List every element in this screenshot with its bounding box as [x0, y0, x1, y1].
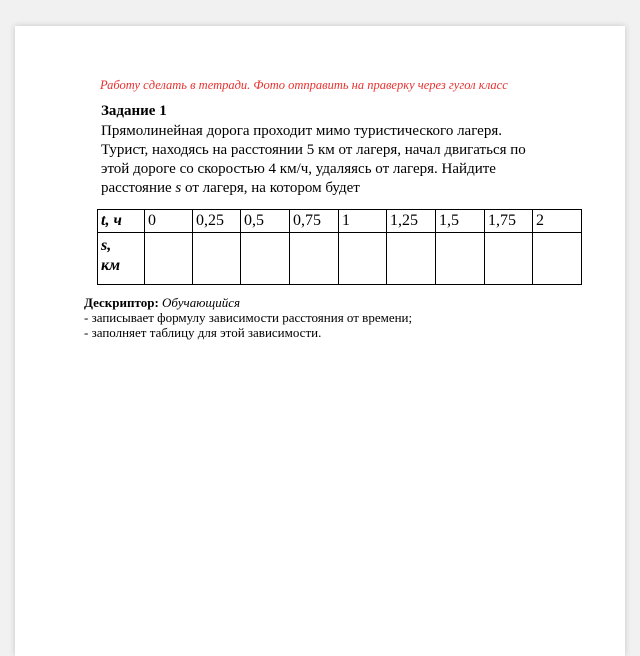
descriptor-heading	[84, 295, 412, 310]
time-value-cell: 0	[145, 210, 193, 233]
time-value-cell: 2	[533, 210, 582, 233]
distance-empty-cell[interactable]	[145, 233, 193, 285]
time-row	[98, 210, 582, 233]
document-page	[15, 26, 625, 656]
distance-empty-cell[interactable]	[533, 233, 582, 285]
distance-empty-cell[interactable]	[290, 233, 339, 285]
distance-empty-cell[interactable]	[339, 233, 387, 285]
distance-variable: s	[175, 180, 182, 196]
task-last-suffix: от лагеря, на котором будет	[181, 180, 360, 196]
distance-row	[98, 233, 582, 285]
time-value-cell: 0,5	[241, 210, 290, 233]
descriptor-label: Дескриптор:	[84, 295, 159, 310]
distance-empty-cell[interactable]	[193, 233, 241, 285]
time-value-cell: 1	[339, 210, 387, 233]
task-text	[101, 122, 581, 198]
task-line: этой дороге со скоростью 4 км/ч, удаляясь от лагеря. Найдите	[101, 161, 496, 177]
time-value-cell: 1,5	[436, 210, 485, 233]
descriptor-item: - записывает формулу зависимости расстояния от времени;	[84, 310, 413, 325]
distance-empty-cell[interactable]	[241, 233, 290, 285]
distance-header-unit: км	[101, 257, 121, 274]
task-line: Прямолинейная дорога проходит мимо туристического лагеря.	[101, 123, 502, 139]
time-value-cell: 1,75	[485, 210, 533, 233]
task-last-prefix: расстояние	[101, 180, 176, 196]
task-line-last	[101, 179, 581, 198]
distance-header-symbol: s,	[101, 237, 112, 254]
task-title: Задание 1	[101, 103, 167, 119]
descriptor-subject: Обучающийся	[162, 295, 241, 310]
distance-header-cell	[98, 233, 145, 285]
distance-empty-cell[interactable]	[436, 233, 485, 285]
time-value-cell: 1,25	[387, 210, 436, 233]
task-line: Турист, находясь на расстоянии 5 км от лагеря, начал двигаться по	[101, 142, 526, 158]
time-distance-table	[97, 209, 582, 285]
descriptor-block	[84, 295, 412, 340]
time-value-cell: 0,75	[290, 210, 339, 233]
distance-empty-cell[interactable]	[387, 233, 436, 285]
distance-empty-cell[interactable]	[485, 233, 533, 285]
time-header-cell: t, ч	[98, 210, 145, 233]
descriptor-item: - заполняет таблицу для этой зависимости.	[84, 325, 322, 340]
time-value-cell: 0,25	[193, 210, 241, 233]
instruction-notice: Работу сделать в тетради. Фото отправить на праверку через гугол класс	[100, 78, 508, 92]
